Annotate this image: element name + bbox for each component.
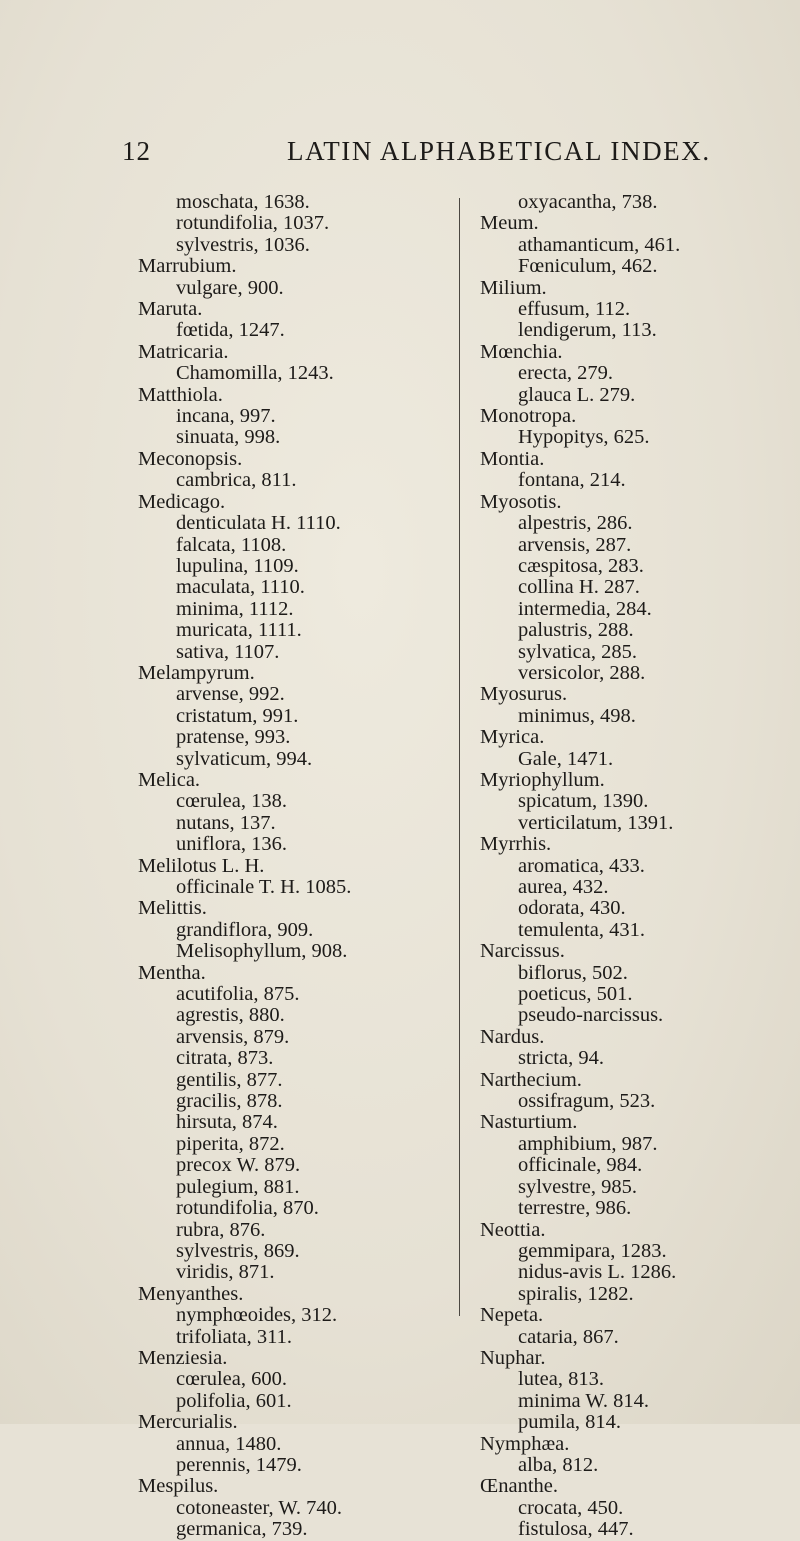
- index-species-entry: rubra, 876.: [176, 1218, 266, 1241]
- index-species-entry: sylvestre, 985.: [518, 1175, 637, 1198]
- index-genus-entry: Narthecium.: [480, 1068, 582, 1091]
- index-species-entry: palustris, 288.: [518, 619, 634, 642]
- index-species-entry: cæspitosa, 283.: [518, 554, 644, 577]
- index-species-entry: spicatum, 1390.: [518, 790, 649, 813]
- index-species-entry: rotundifolia, 870.: [176, 1197, 319, 1220]
- index-species-entry: arvense, 992.: [176, 683, 285, 706]
- index-species-entry: officinale T. H. 1085.: [176, 876, 352, 898]
- index-species-entry: odorata, 430.: [518, 897, 626, 920]
- index-species-entry: nutans, 137.: [176, 811, 276, 834]
- index-species-entry: germanica, 739.: [176, 1518, 308, 1541]
- running-title: LATIN ALPHABETICAL INDEX.: [287, 136, 711, 166]
- index-species-entry: gracilis, 878.: [176, 1090, 283, 1113]
- index-genus-entry: Melica.: [138, 768, 201, 791]
- index-genus-entry: Mœnchia.: [480, 340, 563, 363]
- index-species-entry: annua, 1480.: [176, 1432, 282, 1455]
- index-genus-entry: Nardus.: [480, 1025, 545, 1048]
- index-species-entry: incana, 997.: [176, 405, 276, 428]
- index-genus-entry: Maruta.: [138, 298, 203, 321]
- index-species-entry: sylvatica, 285.: [518, 640, 637, 663]
- index-species-entry: fœtida, 1247.: [176, 319, 285, 342]
- page-header: [0, 136, 800, 166]
- index-species-entry: precox W. 879.: [176, 1154, 301, 1177]
- index-genus-entry: Nymphæa.: [480, 1432, 570, 1455]
- index-species-entry: nidus-avis L. 1286.: [518, 1261, 677, 1284]
- index-genus-entry: Mespilus.: [138, 1475, 219, 1498]
- index-column-left: [138, 192, 468, 1541]
- index-species-entry: denticulata H. 1110.: [176, 512, 341, 535]
- index-species-entry: erecta, 279.: [518, 362, 614, 385]
- index-species-entry: acutifolia, 875.: [176, 983, 300, 1006]
- index-genus-entry: Myosotis.: [480, 490, 562, 513]
- index-species-entry: crocata, 450.: [518, 1496, 624, 1519]
- page-number: 12: [122, 136, 151, 166]
- index-species-entry: collina H. 287.: [518, 576, 640, 599]
- index-species-entry: fontana, 214.: [518, 469, 626, 492]
- index-species-entry: Chamomilla, 1243.: [176, 362, 334, 385]
- index-species-entry: minima, 1112.: [176, 597, 294, 620]
- index-species-entry: Gale, 1471.: [518, 747, 614, 770]
- index-species-entry: gentilis, 877.: [176, 1068, 283, 1091]
- index-species-entry: cambrica, 811.: [176, 469, 297, 492]
- index-species-entry: lupulina, 1109.: [176, 554, 299, 577]
- index-species-entry: pulegium, 881.: [176, 1175, 300, 1198]
- index-genus-entry: Medicago.: [138, 490, 226, 513]
- index-species-entry: lutea, 813.: [518, 1368, 604, 1391]
- index-species-entry: officinale, 984.: [518, 1154, 643, 1177]
- index-species-entry: grandiflora, 909.: [176, 918, 314, 941]
- index-species-entry: falcata, 1108.: [176, 533, 287, 556]
- index-species-entry: cœrulea, 600.: [176, 1368, 287, 1391]
- index-species-entry: oxyacantha, 738.: [518, 191, 658, 213]
- index-genus-entry: Nuphar.: [480, 1346, 546, 1369]
- index-genus-entry: Milium.: [480, 276, 547, 299]
- index-species-entry: vulgare, 900.: [176, 276, 284, 299]
- index-genus-entry: Nepeta.: [480, 1304, 544, 1327]
- index-genus-entry: Œnanthe.: [480, 1475, 558, 1498]
- index-genus-entry: Nasturtium.: [480, 1111, 578, 1134]
- index-column-right: [480, 192, 800, 1541]
- index-species-entry: stricta, 94.: [518, 1047, 604, 1070]
- index-genus-entry: Menziesia.: [138, 1346, 228, 1369]
- index-species-entry: sylvaticum, 994.: [176, 747, 313, 770]
- index-genus-entry: Melittis.: [138, 897, 207, 920]
- index-genus-entry: Marrubium.: [138, 255, 237, 278]
- index-genus-entry: Menyanthes.: [138, 1282, 244, 1305]
- index-species-entry: cataria, 867.: [518, 1325, 619, 1348]
- index-species-entry: uniflora, 136.: [176, 833, 288, 856]
- index-species-entry: sativa, 1107.: [176, 640, 280, 663]
- index-species-entry: sinuata, 998.: [176, 426, 281, 449]
- index-species-entry: arvensis, 287.: [518, 533, 632, 556]
- index-species-entry: fistulosa, 447.: [518, 1518, 634, 1541]
- index-species-entry: rotundifolia, 1037.: [176, 212, 330, 235]
- index-genus-entry: Matthiola.: [138, 383, 223, 406]
- index-species-entry: cristatum, 991.: [176, 704, 299, 727]
- index-species-entry: athamanticum, 461.: [518, 233, 681, 256]
- index-species-entry: cœrulea, 138.: [176, 790, 287, 813]
- index-genus-entry: Myosurus.: [480, 683, 568, 706]
- index-species-entry: pumila, 814.: [518, 1411, 622, 1434]
- index-species-entry: agrestis, 880.: [176, 1004, 285, 1027]
- index-genus-entry: Meum.: [480, 212, 539, 235]
- index-species-entry: trifoliata, 311.: [176, 1325, 292, 1348]
- index-species-entry: versicolor, 288.: [518, 661, 646, 684]
- index-species-entry: terrestre, 986.: [518, 1197, 632, 1220]
- index-genus-entry: Matricaria.: [138, 340, 229, 363]
- index-genus-entry: Monotropa.: [480, 405, 577, 428]
- index-species-entry: polifolia, 601.: [176, 1389, 292, 1412]
- index-species-entry: poeticus, 501.: [518, 983, 633, 1006]
- index-species-entry: arvensis, 879.: [176, 1025, 290, 1048]
- index-species-entry: alpestris, 286.: [518, 512, 633, 535]
- index-genus-entry: Mercurialis.: [138, 1411, 238, 1434]
- index-genus-entry: Neottia.: [480, 1218, 546, 1241]
- index-species-entry: pratense, 993.: [176, 726, 291, 749]
- index-genus-entry: Narcissus.: [480, 940, 565, 963]
- index-species-entry: amphibium, 987.: [518, 1132, 658, 1155]
- index-species-entry: minimus, 498.: [518, 704, 636, 727]
- index-species-entry: sylvestris, 1036.: [176, 233, 310, 256]
- index-species-entry: aurea, 432.: [518, 876, 609, 898]
- index-species-entry: citrata, 873.: [176, 1047, 274, 1070]
- index-species-entry: intermedia, 284.: [518, 597, 652, 620]
- index-species-entry: hirsuta, 874.: [176, 1111, 278, 1134]
- index-genus-entry: Myriophyllum.: [480, 768, 605, 791]
- index-genus-entry: Montia.: [480, 447, 545, 470]
- index-species-entry: verticilatum, 1391.: [518, 811, 674, 834]
- index-species-entry: viridis, 871.: [176, 1261, 275, 1284]
- index-species-entry: Fœniculum, 462.: [518, 255, 658, 278]
- index-species-entry: Hypopitys, 625.: [518, 426, 650, 449]
- index-genus-entry: Melampyrum.: [138, 661, 255, 684]
- index-species-entry: pseudo-narcissus.: [518, 1004, 664, 1027]
- index-species-entry: alba, 812.: [518, 1453, 599, 1476]
- index-species-entry: ossifragum, 523.: [518, 1090, 656, 1113]
- index-species-entry: moschata, 1638.: [176, 191, 310, 213]
- index-species-entry: biflorus, 502.: [518, 961, 628, 984]
- index-species-entry: Melisophyllum, 908.: [176, 940, 348, 963]
- index-genus-entry: Mentha.: [138, 961, 206, 984]
- index-species-entry: spiralis, 1282.: [518, 1282, 634, 1305]
- index-genus-entry: Myrica.: [480, 726, 545, 749]
- index-species-entry: perennis, 1479.: [176, 1453, 302, 1476]
- index-genus-entry: Meconopsis.: [138, 447, 243, 470]
- index-species-entry: minima W. 814.: [518, 1389, 649, 1412]
- index-species-entry: maculata, 1110.: [176, 576, 305, 599]
- index-species-entry: gemmipara, 1283.: [518, 1239, 667, 1262]
- index-species-entry: lendigerum, 113.: [518, 319, 657, 342]
- index-species-entry: nymphœoides, 312.: [176, 1304, 338, 1327]
- index-species-entry: muricata, 1111.: [176, 619, 302, 642]
- index-species-entry: cotoneaster, W. 740.: [176, 1496, 342, 1519]
- index-species-entry: effusum, 112.: [518, 298, 631, 321]
- index-species-entry: temulenta, 431.: [518, 918, 645, 941]
- index-species-entry: sylvestris, 869.: [176, 1239, 300, 1262]
- index-species-entry: piperita, 872.: [176, 1132, 285, 1155]
- index-species-entry: aromatica, 433.: [518, 854, 645, 877]
- index-genus-entry: Myrrhis.: [480, 833, 552, 856]
- index-species-entry: glauca L. 279.: [518, 383, 636, 406]
- column-divider: [459, 198, 460, 1316]
- index-genus-entry: Melilotus L. H.: [138, 854, 265, 877]
